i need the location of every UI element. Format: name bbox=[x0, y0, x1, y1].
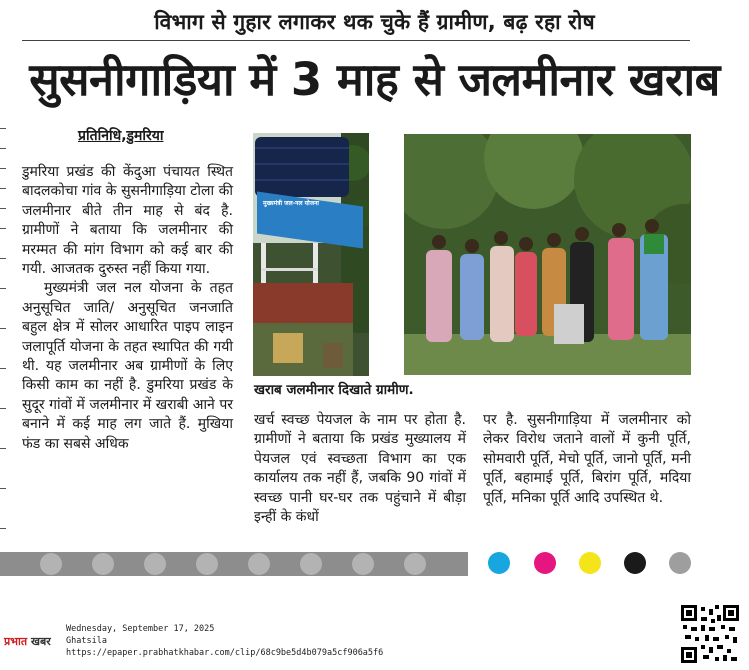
yellow-registration-dot bbox=[579, 552, 601, 574]
paragraph-intro: डुमरिया प्रखंड की केंदुआ पंचायत स्थित बादलकोचा गांव के सुसनीगाड़िया टोला की जलमीनार बीते तीन माह से बंद है. ग्रामीणों ने बताया कि जलमीनार की मरम्मत की मांग विभाग को कई बार की गयी. आजतक दुरुस्त नहीं किया गया. bbox=[22, 164, 233, 278]
black-registration-dot bbox=[624, 552, 646, 574]
grey-registration-dot bbox=[669, 552, 691, 574]
clip-date: Wednesday, September 17, 2025 bbox=[66, 624, 215, 634]
print-registration-band bbox=[0, 552, 468, 576]
clip-url[interactable]: https://epaper.prabhatkhabar.com/clip/68c9be5d4b079a5cf906a5f6 bbox=[66, 648, 384, 658]
article-column-2 bbox=[254, 411, 466, 527]
main-headline: सुसनीगाड़िया में 3 माह से जलमीनार खराब bbox=[29, 53, 720, 106]
water-tower-photo bbox=[253, 133, 369, 376]
clip-metadata bbox=[66, 623, 383, 659]
kicker-rule bbox=[22, 40, 690, 41]
qr-code bbox=[681, 605, 739, 663]
article-column-1 bbox=[22, 163, 233, 454]
logo-main: प्रभात bbox=[4, 635, 28, 648]
paragraph-col2: खर्च स्वच्छ पेयजल के नाम पर होता है. ग्रामीणों ने बताया कि प्रखंड मुख्यालय में पेयजल एवं स्वच्छता विभाग का एक कार्यालय तक नहीं हैं, जबकि 90 गांवों में स्वच्छ पानी घर-घर तक पहुंचाने में बीड़ा इन्हीं के कंधों bbox=[254, 412, 466, 526]
previous-column-edge bbox=[0, 128, 8, 558]
cyan-registration-dot bbox=[488, 552, 510, 574]
paragraph-col3: पर है. सुसनीगाड़िया में जलमीनार को लेकर विरोध जताने वालों में कुनी पूर्ति, सोमवारी पूर्ति, मेचो पूर्ति, जानो पूर्ति, मनी पूर्ति, बहामाई पूर्ति, बिरांग पूर्ति, मदिया पूर्ति, मनिका पूर्ति आदि उपस्थित थे. bbox=[483, 412, 691, 506]
byline: प्रतिनिधि,डुमरिया bbox=[78, 128, 164, 144]
paragraph-scheme: मुख्यमंत्री जल नल योजना के तहत अनुसूचित जाति/ अनुसूचित जनजाति बहुल क्षेत्र में सोलर आधारित पाइप लाइन जलापूर्ति योजना के तहत स्थापित की गयी थी. यह जलमीनार अब ग्रामीणों के लिए किसी काम का नहीं है. डुमरिया प्रखंड के सुदूर गांवों में जलमीनार में खराबी आने पर बनाने में कई माह लग जाते हैं. मुखिया फंड का सबसे अधिक bbox=[22, 280, 233, 452]
kicker-headline: विभाग से गुहार लगाकर थक चुके हैं ग्रामीण, बढ़ रहा रोष bbox=[154, 10, 595, 34]
photo-caption: खराब जलमीनार दिखाते ग्रामीण. bbox=[254, 382, 414, 398]
article-column-3 bbox=[483, 411, 691, 508]
tank-sign-text: मुख्यमंत्री जल-नल योजना bbox=[263, 200, 319, 207]
villagers-photo bbox=[404, 134, 691, 375]
magenta-registration-dot bbox=[534, 552, 556, 574]
clip-edition: Ghatsila bbox=[66, 636, 107, 646]
logo-sub: खबर bbox=[30, 635, 51, 648]
publisher-logo bbox=[4, 634, 51, 649]
